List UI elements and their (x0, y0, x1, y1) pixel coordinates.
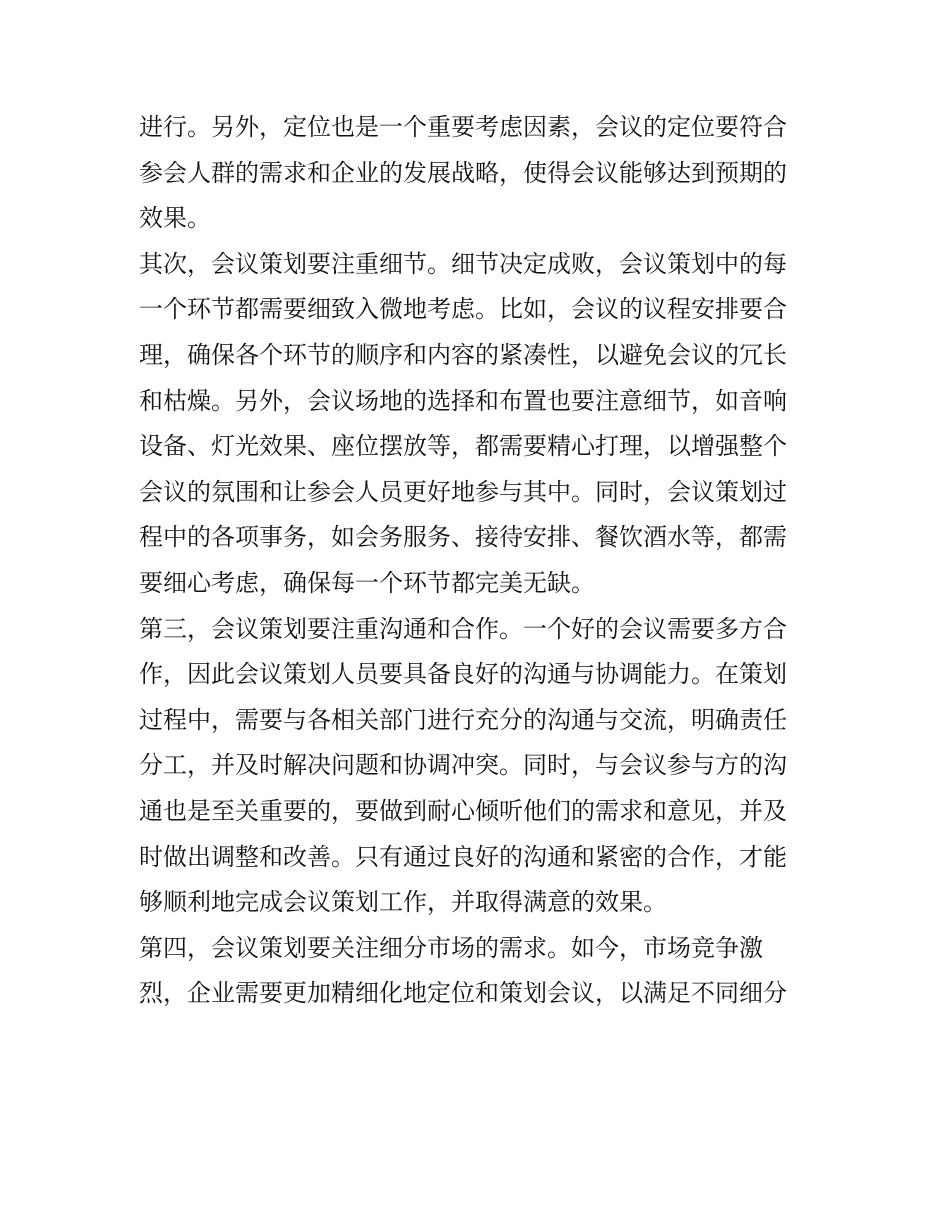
text-line: 和枯燥。另外，会议场地的选择和布置也要注意细节，如音响 (139, 386, 787, 415)
text-line: 效果。 (139, 204, 211, 233)
document-body (139, 105, 819, 1017)
text-line: 时做出调整和改善。只有通过良好的沟通和紧密的合作，才能 (139, 842, 787, 871)
text-line: 作，因此会议策划人员要具备良好的沟通与协调能力。在策划 (139, 660, 787, 689)
text-line: 一个环节都需要细致入微地考虑。比如，会议的议程安排要合 (139, 295, 787, 324)
text-line: 第三，会议策划要注重沟通和合作。一个好的会议需要多方合 (139, 614, 787, 643)
text-line: 过程中，需要与各相关部门进行充分的沟通与交流，明确责任 (139, 705, 787, 734)
text-line: 其次，会议策划要注重细节。细节决定成败，会议策划中的每 (139, 249, 787, 278)
text-line: 参会人群的需求和企业的发展战略，使得会议能够达到预期的 (139, 158, 787, 187)
text-line: 理，确保各个环节的顺序和内容的紧凑性，以避免会议的冗长 (139, 340, 787, 369)
text-line: 分工，并及时解决问题和协调冲突。同时，与会议参与方的沟 (139, 751, 787, 780)
text-line: 要细心考虑，确保每一个环节都完美无缺。 (139, 568, 595, 597)
text-line: 通也是至关重要的，要做到耐心倾听他们的需求和意见，并及 (139, 796, 787, 825)
text-line: 程中的各项事务，如会务服务、接待安排、餐饮酒水等，都需 (139, 523, 787, 552)
text-line: 设备、灯光效果、座位摆放等，都需要精心打理，以增强整个 (139, 432, 787, 461)
text-line: 够顺利地完成会议策划工作，并取得满意的效果。 (139, 888, 667, 917)
text-line: 会议的氛围和让参会人员更好地参与其中。同时，会议策划过 (139, 477, 787, 506)
text-line: 第四，会议策划要关注细分市场的需求。如今，市场竞争激 (139, 933, 763, 962)
text-line: 烈，企业需要更加精细化地定位和策划会议，以满足不同细分 (139, 979, 787, 1008)
text-line: 进行。另外，定位也是一个重要考虑因素，会议的定位要符合 (139, 113, 787, 141)
